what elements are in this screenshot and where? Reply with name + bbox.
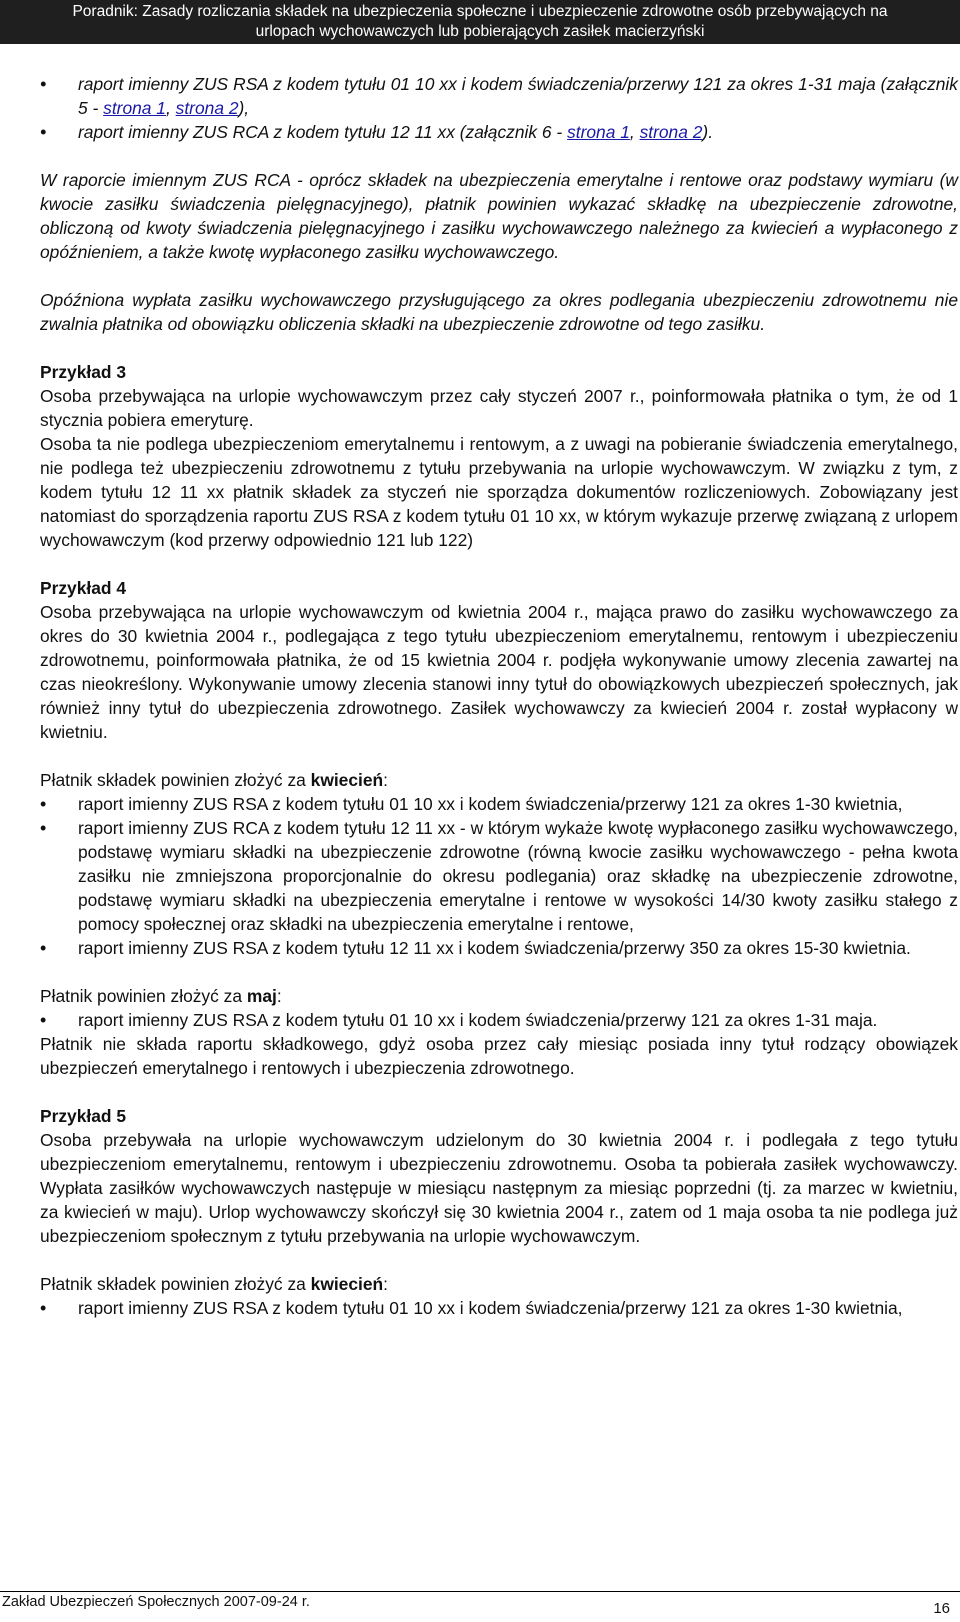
document-body [40,72,958,1320]
example-4-closing: Płatnik nie składa raportu składkowego, gdyż osoba przez cały miesiąc posiada inny tytuł rodzący obowiązek ubezpieczeń emerytalnego i rentowych i ubezpieczenia zdrowotnego. [40,1034,958,1078]
list-item: • raport imienny ZUS RSA z kodem tytułu 01 10 xx i kodem świadczenia/przerwy 121 za okres 1-31 maja (załącznik 5 - strona 1, strona 2), [40,72,958,120]
list-item: • raport imienny ZUS RCA z kodem tytułu 12 11 xx (załącznik 6 - strona 1, strona 2). [40,120,958,144]
example-4-list-2 [40,1008,958,1032]
link-strona-1[interactable]: strona 1 [567,122,630,142]
list-item: • raport imienny ZUS RSA z kodem tytułu 01 10 xx i kodem świadczenia/przerwy 121 za okres 1-31 maja. [40,1008,958,1032]
list-item: • raport imienny ZUS RSA z kodem tytułu 01 10 xx i kodem świadczenia/przerwy 121 za okres 1-30 kwietnia, [40,792,958,816]
example-5-text: Osoba przebywała na urlopie wychowawczym udzielonym do 30 kwietnia 2004 r. i podlegała z tego tytułu ubezpieczeniom emerytalnemu, rentowym i ubezpieczeniu zdrowotnemu. Osoba ta pobierała zasiłek wychowawczy. Wypłata zasiłków wychowawczych następuje w miesiącu następnym za miesiąc poprzedni (tj. za marzec w kwietniu, za kwiecień w maju). Urlop wychowawczy skończył się 30 kwietnia 2004 r., zatem od 1 maja osoba ta nie podlega już ubezpieczeniom społecznym z tytułu przebywania na urlopie wychowawczym. [40,1130,958,1246]
list-item: • raport imienny ZUS RCA z kodem tytułu 12 11 xx - w którym wykaże kwotę wypłaconego zasiłku wychowawczego, podstawę wymiaru składki na ubezpieczenie zdrowotne (równą kwocie zasiłku wychowawczego - pełna kwota zasiłku nie zmniejszona proporcjonalnie do okresu podlegania) oraz składkę na ubezpieczenie zdrowotne, podstawę wymiaru składki na ubezpieczenia emerytalne i rentowe w wysokości 14/30 kwoty zasiłku stałego z pomocy społecznej oraz składki na ubezpieczenia emerytalne i rentowe, [40,816,958,936]
example-3-title: Przykład 3 [40,362,127,382]
paragraph-rca: W raporcie imiennym ZUS RCA - oprócz składek na ubezpieczenia emerytalne i rentowe oraz podstawy wymiaru (w kwocie zasiłku świadczenia pielęgnacyjnego), płatnik powinien wykazać składkę na ubezpieczenie zdrowotne, obliczoną od kwoty świadczenia pielęgnacyjnego i zasiłku wychowawczego należnego za kwiecień a wypłaconego z opóźnieniem, a także kwotę wypłaconego zasiłku wychowawczego. [40,170,958,262]
example-3-line-2: Osoba ta nie podlega ubezpieczeniom emerytalnemu i rentowym, a z uwagi na pobieranie świadczenia emerytalnego, nie podlega też ubezpieczeniu zdrowotnemu z tytułu przebywania na urlopie wychowawczym. W związku z tym, z kodem tytułu 12 11 xx płatnik składek za styczeń nie sporządza dokumentów rozliczeniowych. Zobowiązany jest natomiast do sporządzenia raportu ZUS RSA z kodem tytułu 01 10 xx, w którym wykazuje przerwę związaną z urlopem wychowawczym (kod przerwy odpowiednio 121 lub 122) [40,434,958,550]
footer-publisher: Zakład Ubezpieczeń Społecznych 2007-09-24 r. [2,1594,310,1610]
list-item: • raport imienny ZUS RSA z kodem tytułu 12 11 xx i kodem świadczenia/przerwy 350 za okres 15-30 kwietnia. [40,936,958,960]
example-4-title: Przykład 4 [40,578,127,598]
page-number: 16 [933,1600,950,1617]
link-strona-2[interactable]: strona 2 [175,98,239,118]
example-3-line-1: Osoba przebywająca na urlopie wychowawczym przez cały styczeń 2007 r., poinformowała płatnika o tym, że od 1 stycznia pobiera emeryturę. [40,386,958,430]
example-4-list [40,792,958,960]
link-strona-2[interactable]: strona 2 [639,122,703,142]
example-5-list [40,1296,958,1320]
example-5-lead: Płatnik składek powinien złożyć za kwiecień: [40,1274,389,1294]
link-strona-1[interactable]: strona 1 [103,98,166,118]
example-5-title: Przykład 5 [40,1106,127,1126]
list-item: • raport imienny ZUS RSA z kodem tytułu 01 10 xx i kodem świadczenia/przerwy 121 za okres 1-30 kwietnia, [40,1296,958,1320]
top-bullet-list [40,72,958,144]
page-header [0,0,960,44]
example-4-lead-2: Płatnik powinien złożyć za maj: [40,986,282,1006]
footer-divider [0,1591,960,1592]
paragraph-delayed-payment: Opóźniona wypłata zasiłku wychowawczego przysługującego za okres podlegania ubezpieczeniu zdrowotnemu nie zwalnia płatnika od obowiązku obliczenia składki na ubezpieczenie zdrowotne od tego zasiłku. [40,290,958,334]
header-line-2: urlopach wychowawczych lub pobierających zasiłek macierzyński [255,23,705,40]
example-4-lead: Płatnik składek powinien złożyć za kwiecień: [40,770,389,790]
example-4-text: Osoba przebywająca na urlopie wychowawczym od kwietnia 2004 r., mająca prawo do zasiłku wychowawczego za okres do 30 kwietnia 2004 r., podlegająca z tego tytułu ubezpieczeniom emerytalnemu, rentowym i ubezpieczeniu zdrowotnemu, poinformowała płatnika, że od 15 kwietnia 2004 r. podjęła wykonywanie umowy zlecenia zawartej na czas nieokreślony. Wykonywanie umowy zlecenia stanowi inny tytuł do obowiązkowych ubezpieczeń społecznych, jak również inny tytuł do ubezpieczenia zdrowotnego. Zasiłek wychowawczy za kwiecień 2004 r. został wypłacony w kwietniu. [40,602,958,742]
header-line-1: Poradnik: Zasady rozliczania składek na ubezpieczenia społeczne i ubezpieczenie zdrowotne osób przebywających na [72,3,888,20]
